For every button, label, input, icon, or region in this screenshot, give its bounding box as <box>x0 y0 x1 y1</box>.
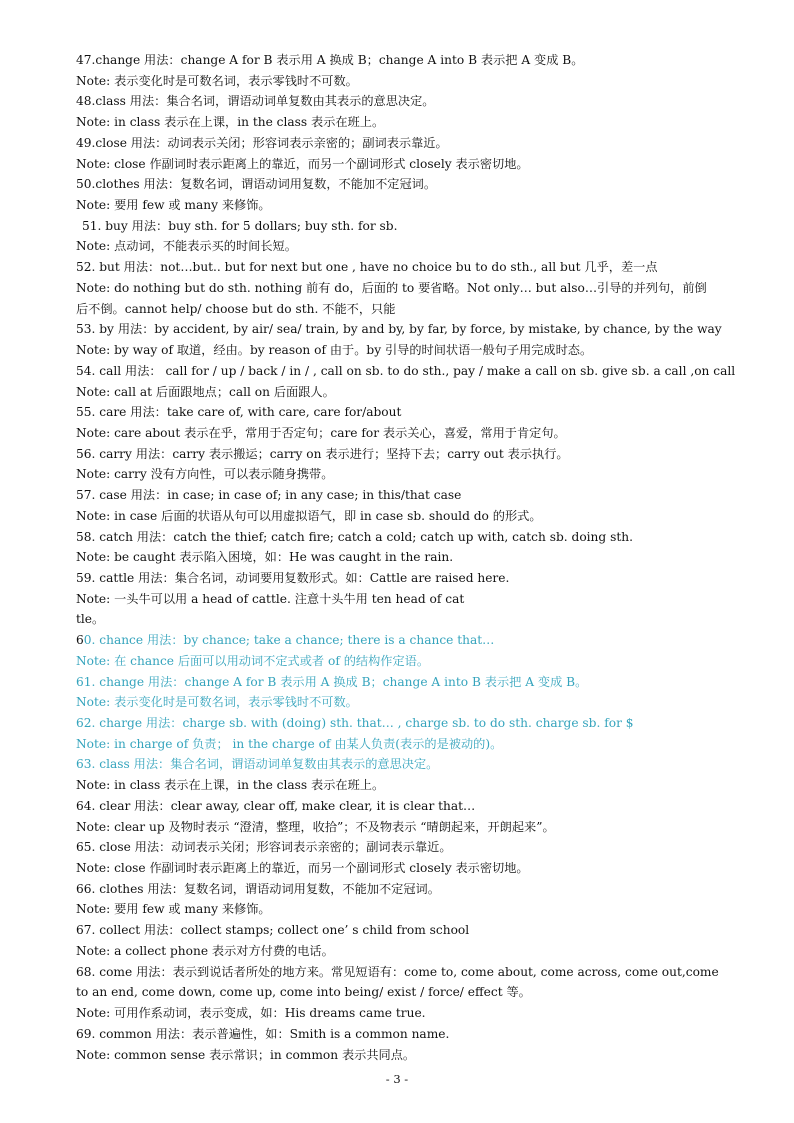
entry-68-note: Note: 可用作系动词，表示变成，如：His dreams came true. <box>76 1006 426 1021</box>
entry-60-title <box>76 630 736 651</box>
entry-61-note: Note: 表示变化时是可数名词，表示零钱时不可数。 <box>76 695 358 710</box>
entry-47-title: 47.change 用法：change A for B 表示用 A 换成 B；change A into B 表示把 A 变成 B。 <box>76 53 584 67</box>
entry-64-title: 64. clear 用法：clear away, clear off, make clear, it is clear that… <box>76 798 476 813</box>
entry-54-note: Note: call at 后面跟地点；call on 后面跟人。 <box>76 384 335 399</box>
entry-52-note: Note: do nothing but do sth. nothing 前有 do，后面的 to 要省略。Not only… but also…引导的并列句，前倒 <box>76 280 707 295</box>
entry-57-title: 57. case 用法：in case; in case of; in any case; in this/that case <box>76 488 462 503</box>
document-body <box>76 50 736 1065</box>
entry-58-note: Note: be caught 表示陷入困境，如：He was caught in the rain. <box>76 550 454 565</box>
entry-60-first-char: 6 <box>76 633 84 648</box>
entry-69-note: Note: common sense 表示常识；in common 表示共同点。 <box>76 1047 416 1062</box>
entry-51-title: 51. buy 用法：buy sth. for 5 dollars; buy sth. for sb. <box>82 218 398 233</box>
entry-47-note: Note: 表示变化时是可数名词，表示零钱时不可数。 <box>76 73 358 88</box>
entry-60-note: Note: 在 chance 后面可以用动词不定式或者 of 的结构作定语。 <box>76 653 430 668</box>
entry-63-note: Note: in class 表示在上课，in the class 表示在班上。 <box>76 778 385 793</box>
entry-67-note: Note: a collect phone 表示对方付费的电话。 <box>76 943 334 958</box>
entry-56-title: 56. carry 用法：carry 表示搬运；carry on 表示进行；坚持下去；carry out 表示执行。 <box>76 446 569 461</box>
entry-51-note: Note: 点动词，不能表示买的时间长短。 <box>76 239 297 254</box>
entry-49-note: Note: close 作副词时表示距离上的靠近，而另一个副词形式 closely 表示密切地。 <box>76 156 529 171</box>
entry-54-title: 54. call 用法： call for / up / back / in / , call on sb. to do sth., pay / make a call on sb. give sb. a call ,on call <box>76 363 736 378</box>
entry-65-note: Note: close 作副词时表示距离上的靠近，而另一个副词形式 closely 表示密切地。 <box>76 861 529 876</box>
entry-69-title: 69. common 用法：表示普遍性，如：Smith is a common name. <box>76 1026 450 1041</box>
entry-60-rest: 0. chance 用法：by chance; take a chance; there is a chance that… <box>83 633 495 648</box>
entry-63-title: 63. class 用法：集合名词，谓语动词单复数由其表示的意思决定。 <box>76 757 439 772</box>
entry-48-title: 48.class 用法：集合名词，谓语动词单复数由其表示的意思决定。 <box>76 94 435 109</box>
entry-52-title: 52. but 用法：not…but.. but for next but one , have no choice bu to do sth., all but 几乎，差一点 <box>76 260 658 275</box>
entry-57-note: Note: in case 后面的状语从句可以用虚拟语气，即 in case sb. should do 的形式。 <box>76 508 542 523</box>
entry-59-title: 59. cattle 用法：集合名词，动词要用复数形式。如：Cattle are raised here. <box>76 570 510 585</box>
entry-64-note: Note: clear up 及物时表示 “澄清，整理，收拾”；不及物表示 “晴朗起来，开朗起来”。 <box>76 819 555 834</box>
entry-50-title: 50.clothes 用法：复数名词，谓语动词用复数，不能加不定冠词。 <box>76 177 437 192</box>
entry-68-title-cont: to an end, come down, come up, come into being/ exist / force/ effect 等。 <box>76 985 531 1000</box>
entry-59-note: Note: 一头牛可以用 a head of cattle. 注意十头牛用 ten head of cat <box>76 591 465 606</box>
entry-53-title: 53. by 用法：by accident, by air/ sea/ train, by and by, by far, by force, by mistake, by chance, by the way <box>76 322 722 337</box>
entry-60-title-text <box>76 633 494 647</box>
entry-62-note: Note: in charge of 负责； in the charge of 由某人负责(表示的是被动的)。 <box>76 736 503 751</box>
entry-52-note-cont: 后不倒。cannot help/ choose but do sth. 不能不，只能 <box>76 301 396 316</box>
entry-68-title: 68. come 用法：表示到说话者所处的地方来。常见短语有：come to, come about, come across, come out,come <box>76 964 719 979</box>
entry-67-title: 67. collect 用法：collect stamps; collect one’ s child from school <box>76 923 470 938</box>
entry-62-title: 62. charge 用法：charge sb. with (doing) sth. that… , charge sb. to do sth. charge sb. for $ <box>76 716 634 730</box>
entry-55-title: 55. care 用法：take care of, with care, care for/about <box>76 405 402 420</box>
entry-55-note: Note: care about 表示在乎，常用于否定句；care for 表示关心，喜爱，常用于肯定句。 <box>76 425 566 440</box>
entry-61-title: 61. change 用法：change A for B 表示用 A 换成 B；change A into B 表示把 A 变成 B。 <box>76 674 588 689</box>
entry-48-note: Note: in class 表示在上课，in the class 表示在班上。 <box>76 115 385 130</box>
entry-56-note: Note: carry 没有方向性，可以表示随身携带。 <box>76 467 334 482</box>
entry-49-title: 49.close 用法：动词表示关闭；形容词表示亲密的；副词表示靠近。 <box>76 135 448 150</box>
entry-59-note-cont: tle。 <box>76 612 105 627</box>
entry-53-note: Note: by way of 取道，经由。by reason of 由于。by 引导的时间状语一般句子用完成时态。 <box>76 343 593 358</box>
page-number: - 3 - <box>385 1072 409 1086</box>
entry-65-title: 65. close 用法：动词表示关闭；形容词表示亲密的；副词表示靠近。 <box>76 840 452 855</box>
entry-66-note: Note: 要用 few 或 many 来修饰。 <box>76 902 271 917</box>
entry-58-title: 58. catch 用法：catch the thief; catch fire; catch a cold; catch up with, catch sb. doing sth. <box>76 529 633 544</box>
entry-50-note: Note: 要用 few 或 many 来修饰。 <box>76 198 271 213</box>
entry-66-title: 66. clothes 用法：复数名词，谓语动词用复数，不能加不定冠词。 <box>76 881 440 896</box>
